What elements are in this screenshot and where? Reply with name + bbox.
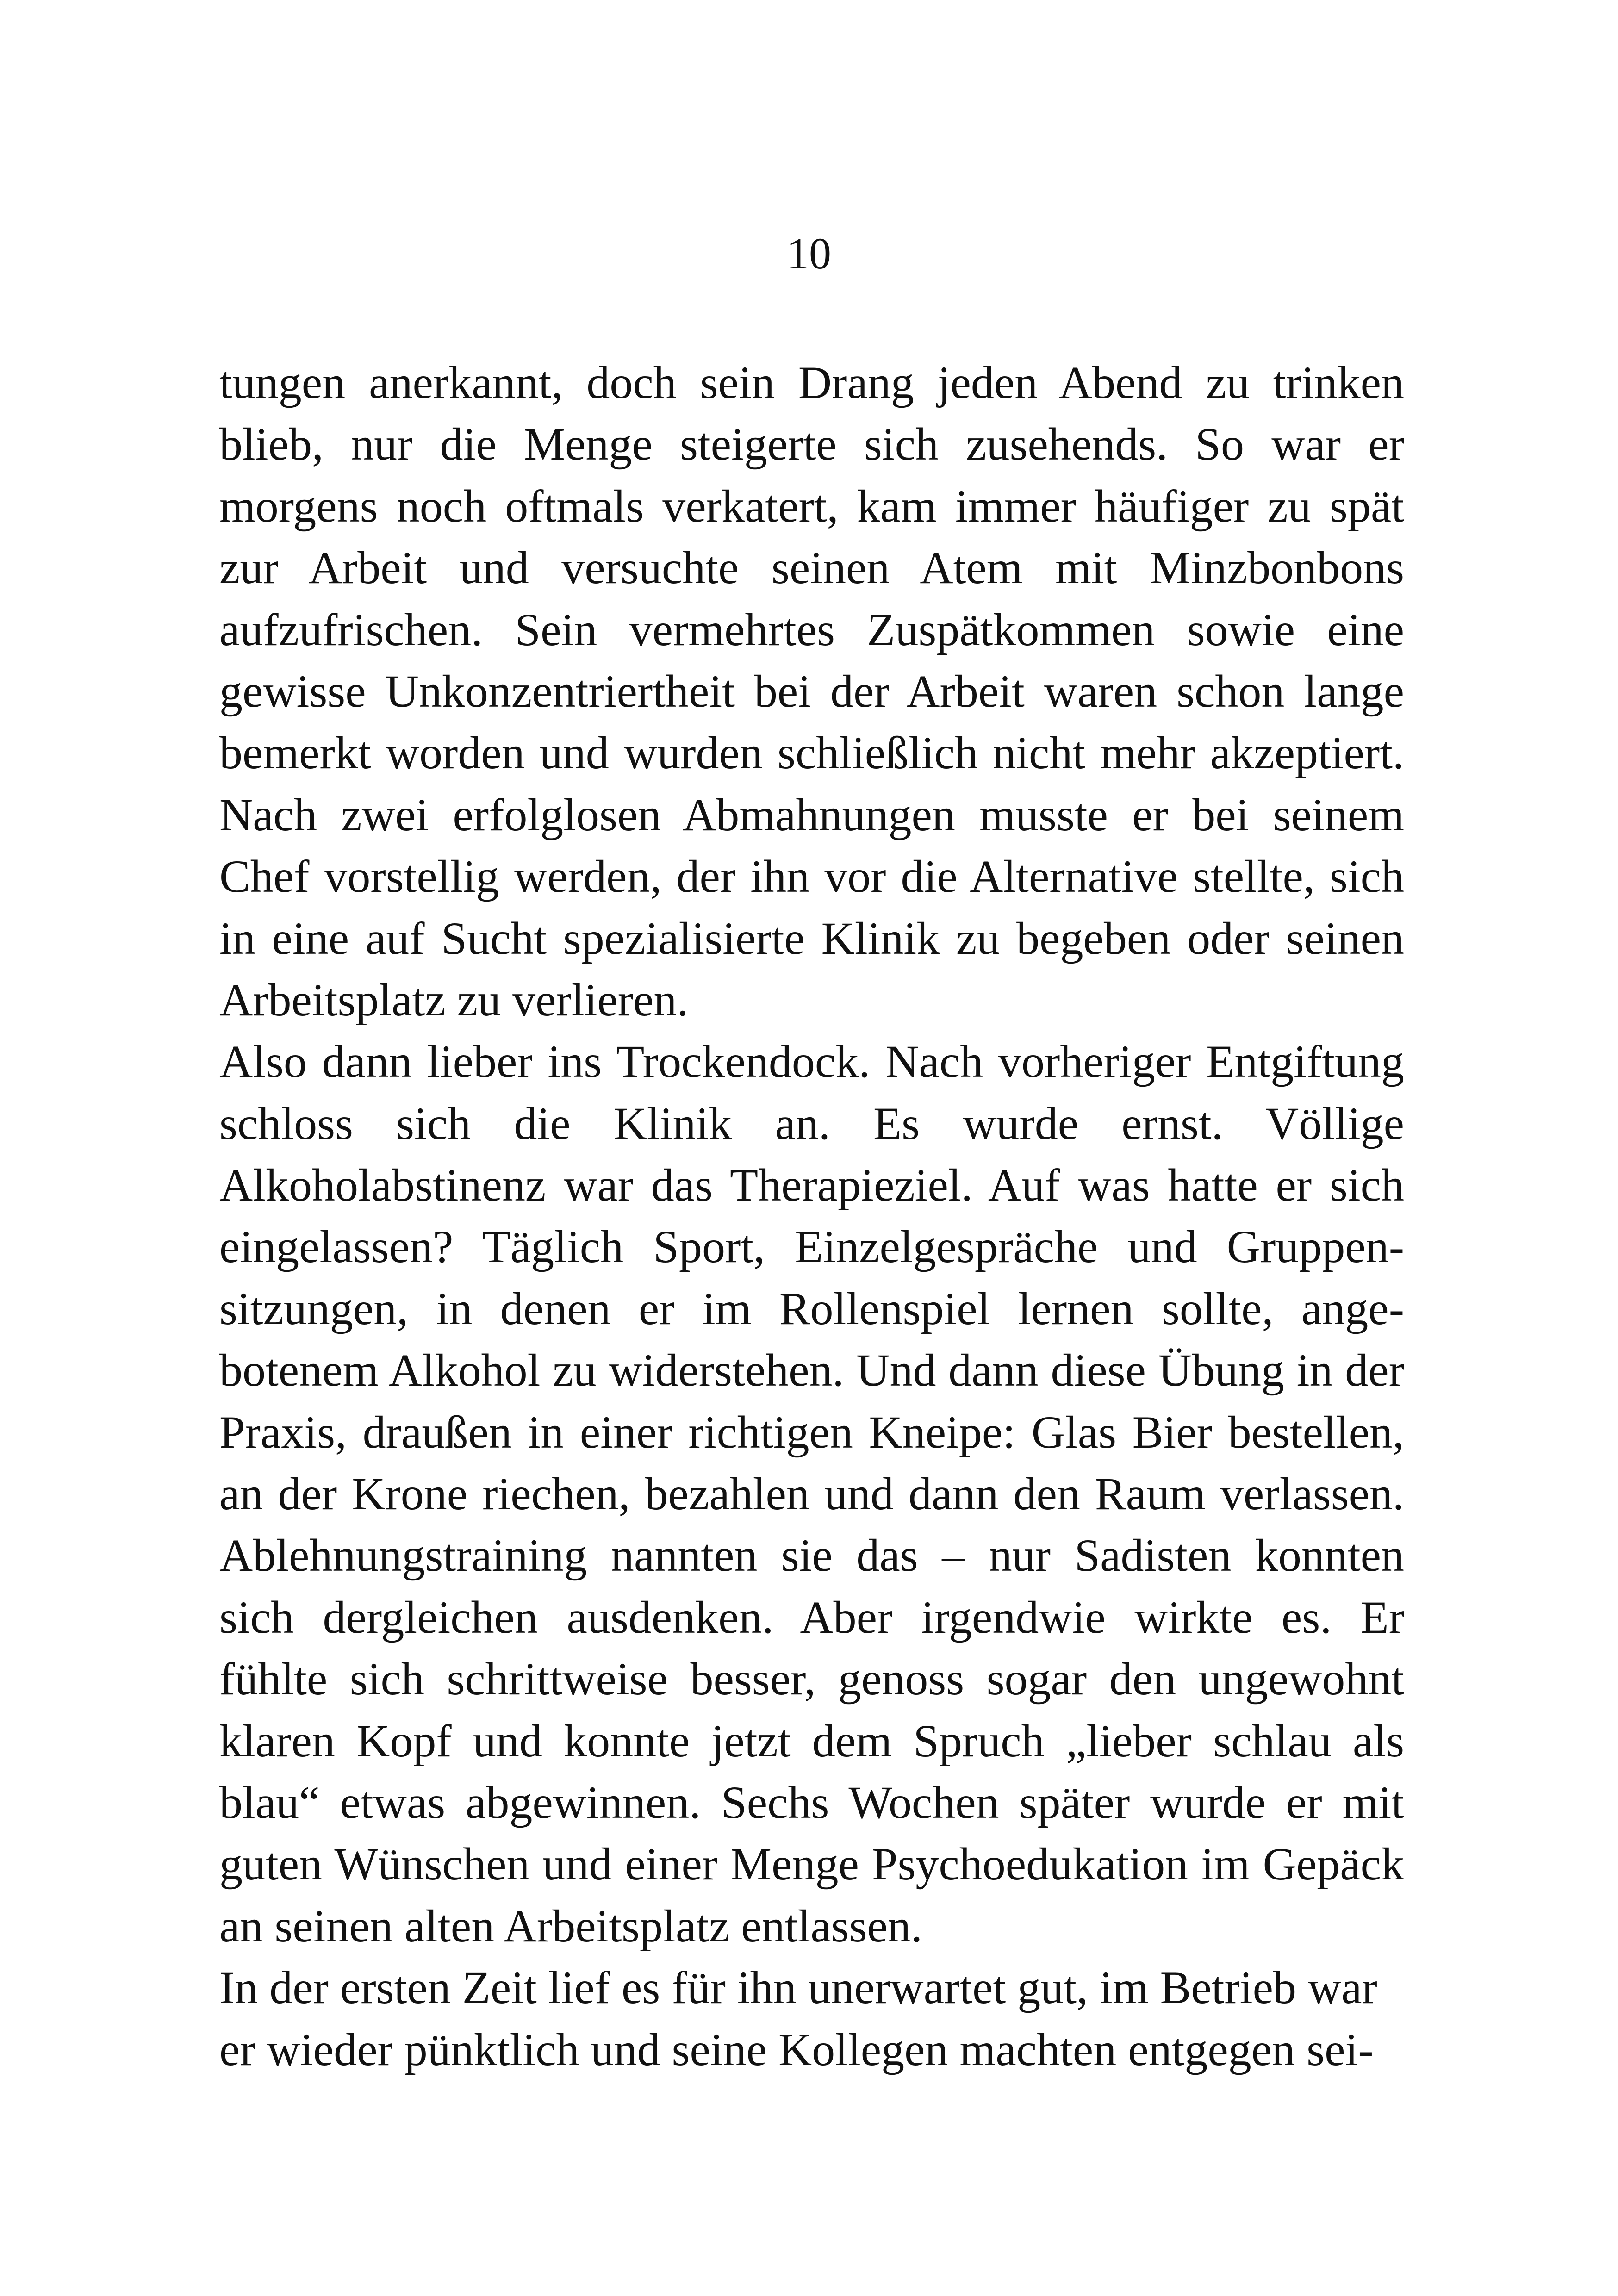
text-line: er wieder pünktlich und seine Kollegen machten entgegen sei- bbox=[219, 2023, 1374, 2075]
text-line: Chef vorstellig werden, der ihn vor die Alternative stellte, sich bbox=[219, 851, 1404, 902]
text-line: sitzungen, in denen er im Rollenspiel lernen sollte, ange- bbox=[219, 1282, 1404, 1334]
text-line: tungen anerkannt, doch sein Drang jeden Abend zu trinken bbox=[219, 357, 1404, 408]
text-line: an der Krone riechen, bezahlen und dann den Raum verlassen. bbox=[219, 1468, 1404, 1520]
text-line: Also dann lieber ins Trockendock. Nach vorheriger Entgiftung bbox=[219, 1036, 1404, 1088]
text-line: botenem Alkohol zu widerstehen. Und dann diese Übung in der bbox=[219, 1344, 1404, 1396]
text-line: sich dergleichen ausdenken. Aber irgendwie wirkte es. Er bbox=[219, 1591, 1404, 1643]
text-line: in eine auf Sucht spezialisierte Klinik zu begeben oder seinen bbox=[219, 912, 1404, 964]
text-line: guten Wünschen und einer Menge Psychoedukation im Gepäck bbox=[219, 1838, 1404, 1890]
text-line: blieb, nur die Menge steigerte sich zusehends. So war er bbox=[219, 418, 1404, 470]
text-line: aufzufrischen. Sein vermehrtes Zuspätkommen sowie eine bbox=[219, 604, 1404, 655]
text-line: Alkoholabstinenz war das Therapieziel. Auf was hatte er sich bbox=[219, 1159, 1404, 1211]
text-line: schloss sich die Klinik an. Es wurde ernst. Völlige bbox=[219, 1097, 1404, 1149]
text-line: morgens noch oftmals verkatert, kam immer häufiger zu spät bbox=[219, 480, 1404, 532]
text-line: Arbeitsplatz zu verlieren. bbox=[219, 974, 689, 1026]
text-line: blau“ etwas abgewinnen. Sechs Wochen später wurde er mit bbox=[219, 1776, 1404, 1828]
text-line: Praxis, draußen in einer richtigen Kneipe: Glas Bier bestellen, bbox=[219, 1406, 1404, 1458]
text-line: klaren Kopf und konnte jetzt dem Spruch „lieber schlau als bbox=[219, 1715, 1404, 1767]
text-line: bemerkt worden und wurden schließlich nicht mehr akzeptiert. bbox=[219, 727, 1404, 779]
text-line: an seinen alten Arbeitsplatz entlassen. bbox=[219, 1900, 922, 1952]
page-number: 10 bbox=[787, 229, 831, 278]
text-line: gewisse Unkonzentriertheit bei der Arbeit waren schon lange bbox=[219, 665, 1404, 717]
text-line: In der ersten Zeit lief es für ihn unerwartet gut, im Betrieb war bbox=[219, 1962, 1377, 2014]
text-line: Nach zwei erfolglosen Abmahnungen musste er bei seinem bbox=[219, 789, 1404, 840]
text-line: Ablehnungstraining nannten sie das – nur Sadisten konnten bbox=[219, 1530, 1404, 1581]
text-line: eingelassen? Täglich Sport, Einzelgespräche und Gruppen- bbox=[219, 1221, 1404, 1273]
text-line: zur Arbeit und versuchte seinen Atem mit Minzbonbons bbox=[219, 542, 1404, 594]
text-line: fühlte sich schrittweise besser, genoss sogar den ungewohnt bbox=[219, 1653, 1404, 1705]
body-text bbox=[219, 352, 1404, 2080]
